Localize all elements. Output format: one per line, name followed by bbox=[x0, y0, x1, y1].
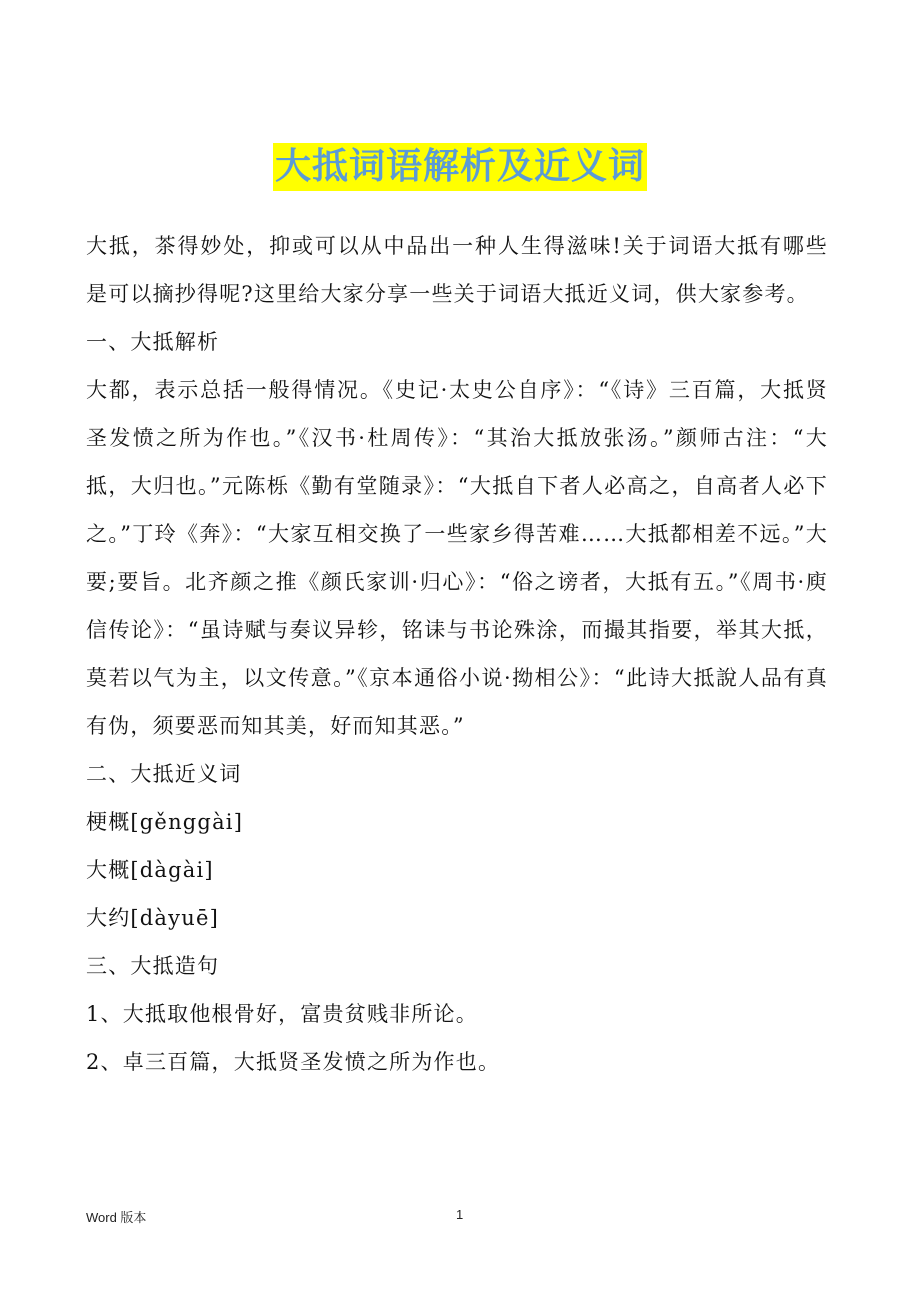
page-number: 1 bbox=[456, 1207, 464, 1222]
analysis-paragraph: 大都，表示总括一般得情况。《史记·太史公自序》：“《诗》三百篇，大抵贤圣发愤之所为作也。”《汉书·杜周传》：“其治大抵放张汤。”颜师古注：“大抵，大归也。”元陈栎《勤有堂随录》：“大抵自下者人必高之，自高者人必下之。”丁玲《奔》：“大家互相交换了一些家乡得苦难……大抵都相差不远。”大要;要旨。北齐颜之推《颜氏家训·归心》：“俗之谤者，大抵有五。”《周书·庾信传论》：“虽诗赋与奏议异轸，铭诔与书论殊涂，而撮其指要，举其大抵，莫若以气为主，以文传意。”《京本通俗小说·拗相公》：“此诗大抵說人品有真有伪，须要恶而知其美，好而知其恶。” bbox=[86, 378, 828, 738]
footer-label: Word 版本 bbox=[86, 1210, 147, 1225]
intro-paragraph: 大抵，茶得妙处，抑或可以从中品出一种人生得滋味!关于词语大抵有哪些是可以摘抄得呢?这里给大家分享一些关于词语大抵近义词，供大家参考。 bbox=[86, 234, 828, 306]
document-body bbox=[86, 222, 828, 1086]
example-sentence: 2、卓三百篇，大抵贤圣发愤之所为作也。 bbox=[86, 1050, 501, 1074]
document-title: 大抵词语解析及近义词 bbox=[273, 143, 647, 191]
section-heading-analysis: 一、大抵解析 bbox=[86, 330, 220, 354]
example-sentence: 1、大抵取他根骨好，富贵贫贱非所论。 bbox=[86, 1002, 478, 1026]
title-container bbox=[0, 143, 920, 191]
section-heading-synonyms: 二、大抵近义词 bbox=[86, 762, 242, 786]
synonym-item: 大概[dàgài] bbox=[86, 858, 214, 882]
synonym-item: 梗概[gěnggài] bbox=[86, 810, 244, 834]
section-heading-sentences: 三、大抵造句 bbox=[86, 954, 220, 978]
synonym-item: 大约[dàyuē] bbox=[86, 906, 219, 930]
